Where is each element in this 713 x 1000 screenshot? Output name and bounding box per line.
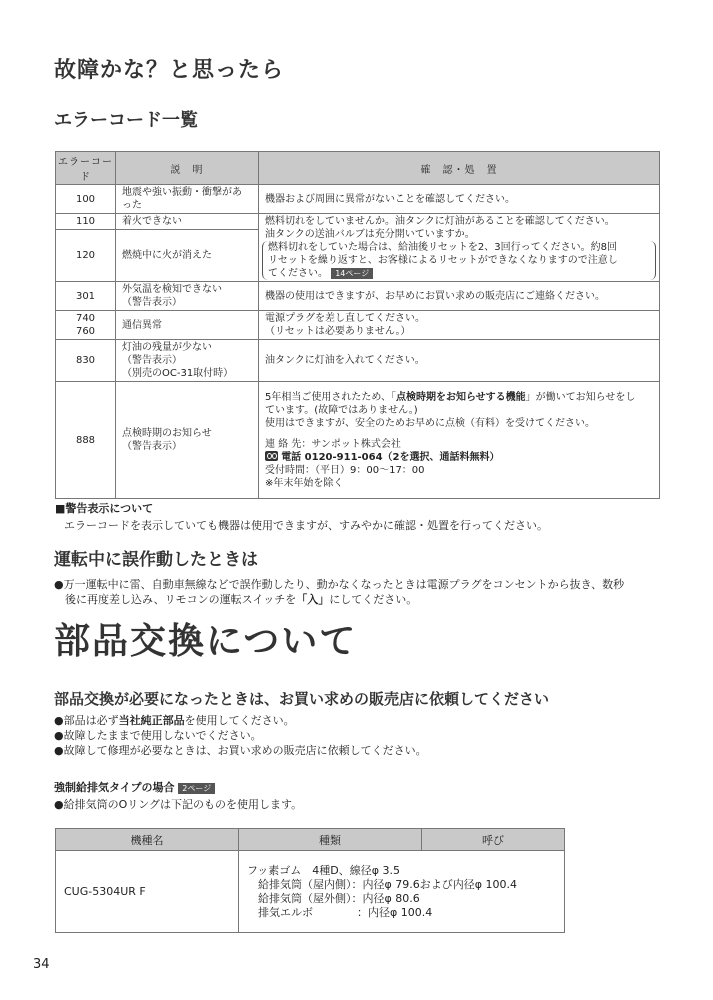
type-line: 給排気筒（屋内側）：内径φ 79.6および内径φ 100.4 <box>258 877 517 891</box>
header-model: 機種名 <box>56 829 239 851</box>
page-ref-badge: 2ページ <box>178 783 215 794</box>
desc-cell <box>116 382 259 499</box>
action-line: 使用はできますが、安全のためお早めに点検（有料）を受けてください。 <box>265 417 595 429</box>
page-number: 34 <box>33 957 50 972</box>
desc-cell <box>116 311 259 340</box>
bullet-text: ●部品は必ず <box>54 714 119 727</box>
action-line: 油タンクの送油バルブは充分開いていますか。 <box>265 229 475 240</box>
table-header-row <box>56 152 660 185</box>
action-line: リセットを繰り返すと、お客様によるリセットができなくなりますので注意し <box>268 255 618 266</box>
desc-line: 着火できない <box>122 216 182 228</box>
header-call: 呼び <box>422 829 565 851</box>
sub-text: ●給排気筒のOリングは下記のものを使用します。 <box>54 798 303 811</box>
desc-cell <box>116 230 259 282</box>
desc-line: った <box>122 200 142 211</box>
action-cell: 機器の使用はできますが、お早めにお買い求めの販売店にご連絡ください。 <box>259 282 660 311</box>
page-title: 故障かな？と思ったら <box>54 58 285 83</box>
header-type: 種類 <box>239 829 422 851</box>
desc-cell <box>116 282 259 311</box>
action-line: 燃料切れをしていた場合は、給油後リセットを2、3回行ってください。約8回 <box>268 242 617 253</box>
reset-note <box>262 241 656 280</box>
contact-phone: 電話 0120-911-064（2を選択、通話料無料） <box>281 451 500 463</box>
code-cell: 830 <box>56 340 116 382</box>
desc-cell <box>116 340 259 382</box>
code-cell: 110 <box>56 214 116 230</box>
code-line: 740 <box>75 313 96 324</box>
desc-line: 灯油の残量が少ない <box>122 342 212 353</box>
malfunction-text <box>54 577 624 607</box>
header-code: エラーコード <box>56 152 116 185</box>
action-line: 電源プラグを差し直してください。 <box>265 313 425 324</box>
desc-cell <box>116 185 259 214</box>
desc-line: （警告表示） <box>122 355 182 366</box>
desc-line: （警告表示） <box>122 441 182 452</box>
malfunction-heading: 運転中に誤作動したときは <box>54 550 258 570</box>
desc-line: 地震や強い振動・衝撃があ <box>122 187 242 198</box>
bullet-text: ●故障して修理が必要なときは、お買い求めの販売店に依頼してください。 <box>54 744 427 757</box>
action-cell: 機器および周囲に異常がないことを確認してください。 <box>259 185 660 214</box>
desc-line: 点検時期のお知らせ <box>122 428 212 439</box>
desc-line: 燃焼中に火が消えた <box>122 250 212 262</box>
parts-bullets <box>54 713 427 758</box>
malfunction-line: ●万一運転中に雷、自動車無線などで誤作動したり、動かなくなったときは電源プラグをコンセントから抜き、数秒 <box>54 578 625 591</box>
table-header-row <box>56 829 565 851</box>
parts-table <box>55 828 565 933</box>
action-cell-888 <box>259 382 660 499</box>
table-row <box>56 185 660 214</box>
bullet-text: ●故障したままで使用しないでください。 <box>54 729 262 742</box>
action-text: 」が働いてお知らせをし <box>525 391 636 403</box>
desc-line: 通信異常 <box>122 319 162 331</box>
malfunction-text-part: にしてください。 <box>329 593 418 606</box>
code-line: 760 <box>75 326 96 337</box>
type-line: 給排気筒（屋外側）：内径φ 80.6 <box>258 891 420 905</box>
contact-hours: 受付時間：（平日）9：00～17：00 <box>265 464 425 476</box>
code-cell: 120 <box>56 230 116 282</box>
action-cell-110-120 <box>259 214 660 282</box>
header-action: 確 認・処 置 <box>259 152 660 185</box>
code-cell <box>56 311 116 340</box>
action-line: （リセットは必要ありません。） <box>265 326 411 337</box>
action-line: ています。(故障ではありません。) <box>265 404 418 416</box>
desc-line: 外気温を検知できない <box>122 284 222 295</box>
free-dial-icon <box>265 451 278 461</box>
sub-heading <box>54 779 215 795</box>
contact-label: 連 絡 先：サンポット株式会社 <box>265 438 401 450</box>
header-desc: 説 明 <box>116 152 259 185</box>
type-line: フッ素ゴム 4種D、線径φ 3.5 <box>247 863 400 877</box>
desc-cell <box>116 214 259 230</box>
error-code-heading: エラーコード一覧 <box>54 110 198 131</box>
action-line: てください。 <box>268 268 328 279</box>
contact-note: ※年末年始を除く <box>265 477 344 489</box>
table-row <box>56 851 565 933</box>
malfunction-bold: 「入」 <box>296 593 330 606</box>
malfunction-text-part: 後に再度差し込み、リモコンの運転スイッチを <box>65 593 297 606</box>
warning-note-heading: ■警告表示について <box>55 502 154 515</box>
table-row <box>56 311 660 340</box>
code-cell: 100 <box>56 185 116 214</box>
parts-heading: 部品交換が必要になったときは、お買い求めの販売店に依頼してください <box>54 690 550 708</box>
action-text: 5年相当ご使用されたため、「 <box>265 391 396 403</box>
action-line: 燃料切れをしていませんか。油タンクに灯油があることを確認してください。 <box>265 216 615 227</box>
table-row <box>56 340 660 382</box>
page-ref-badge: 14ページ <box>331 268 373 279</box>
warning-note-text: エラーコードを表示していても機器は使用できますが、すみやかに確認・処置を行ってください。 <box>64 519 548 532</box>
action-cell: 油タンクに灯油を入れてください。 <box>259 340 660 382</box>
error-code-table <box>55 151 660 499</box>
table-row <box>56 282 660 311</box>
code-cell: 301 <box>56 282 116 311</box>
type-cell <box>239 851 565 933</box>
code-cell: 888 <box>56 382 116 499</box>
action-cell <box>259 311 660 340</box>
model-cell: CUG-5304UR F <box>56 851 239 933</box>
desc-line: （別売のOC-31取付時） <box>122 368 234 379</box>
table-row <box>56 382 660 499</box>
bullet-bold: 当社純正部品 <box>118 714 185 727</box>
desc-line: （警告表示） <box>122 297 182 308</box>
type-line: 排気エルボ ：内径φ 100.4 <box>258 905 433 919</box>
action-bold-text: 点検時期をお知らせする機能 <box>395 391 526 403</box>
table-row <box>56 214 660 230</box>
parts-title: 部品交換について <box>54 621 358 662</box>
sub-heading-text: 強制給排気タイプの場合 <box>54 781 175 794</box>
bullet-text: を使用してください。 <box>184 714 295 727</box>
